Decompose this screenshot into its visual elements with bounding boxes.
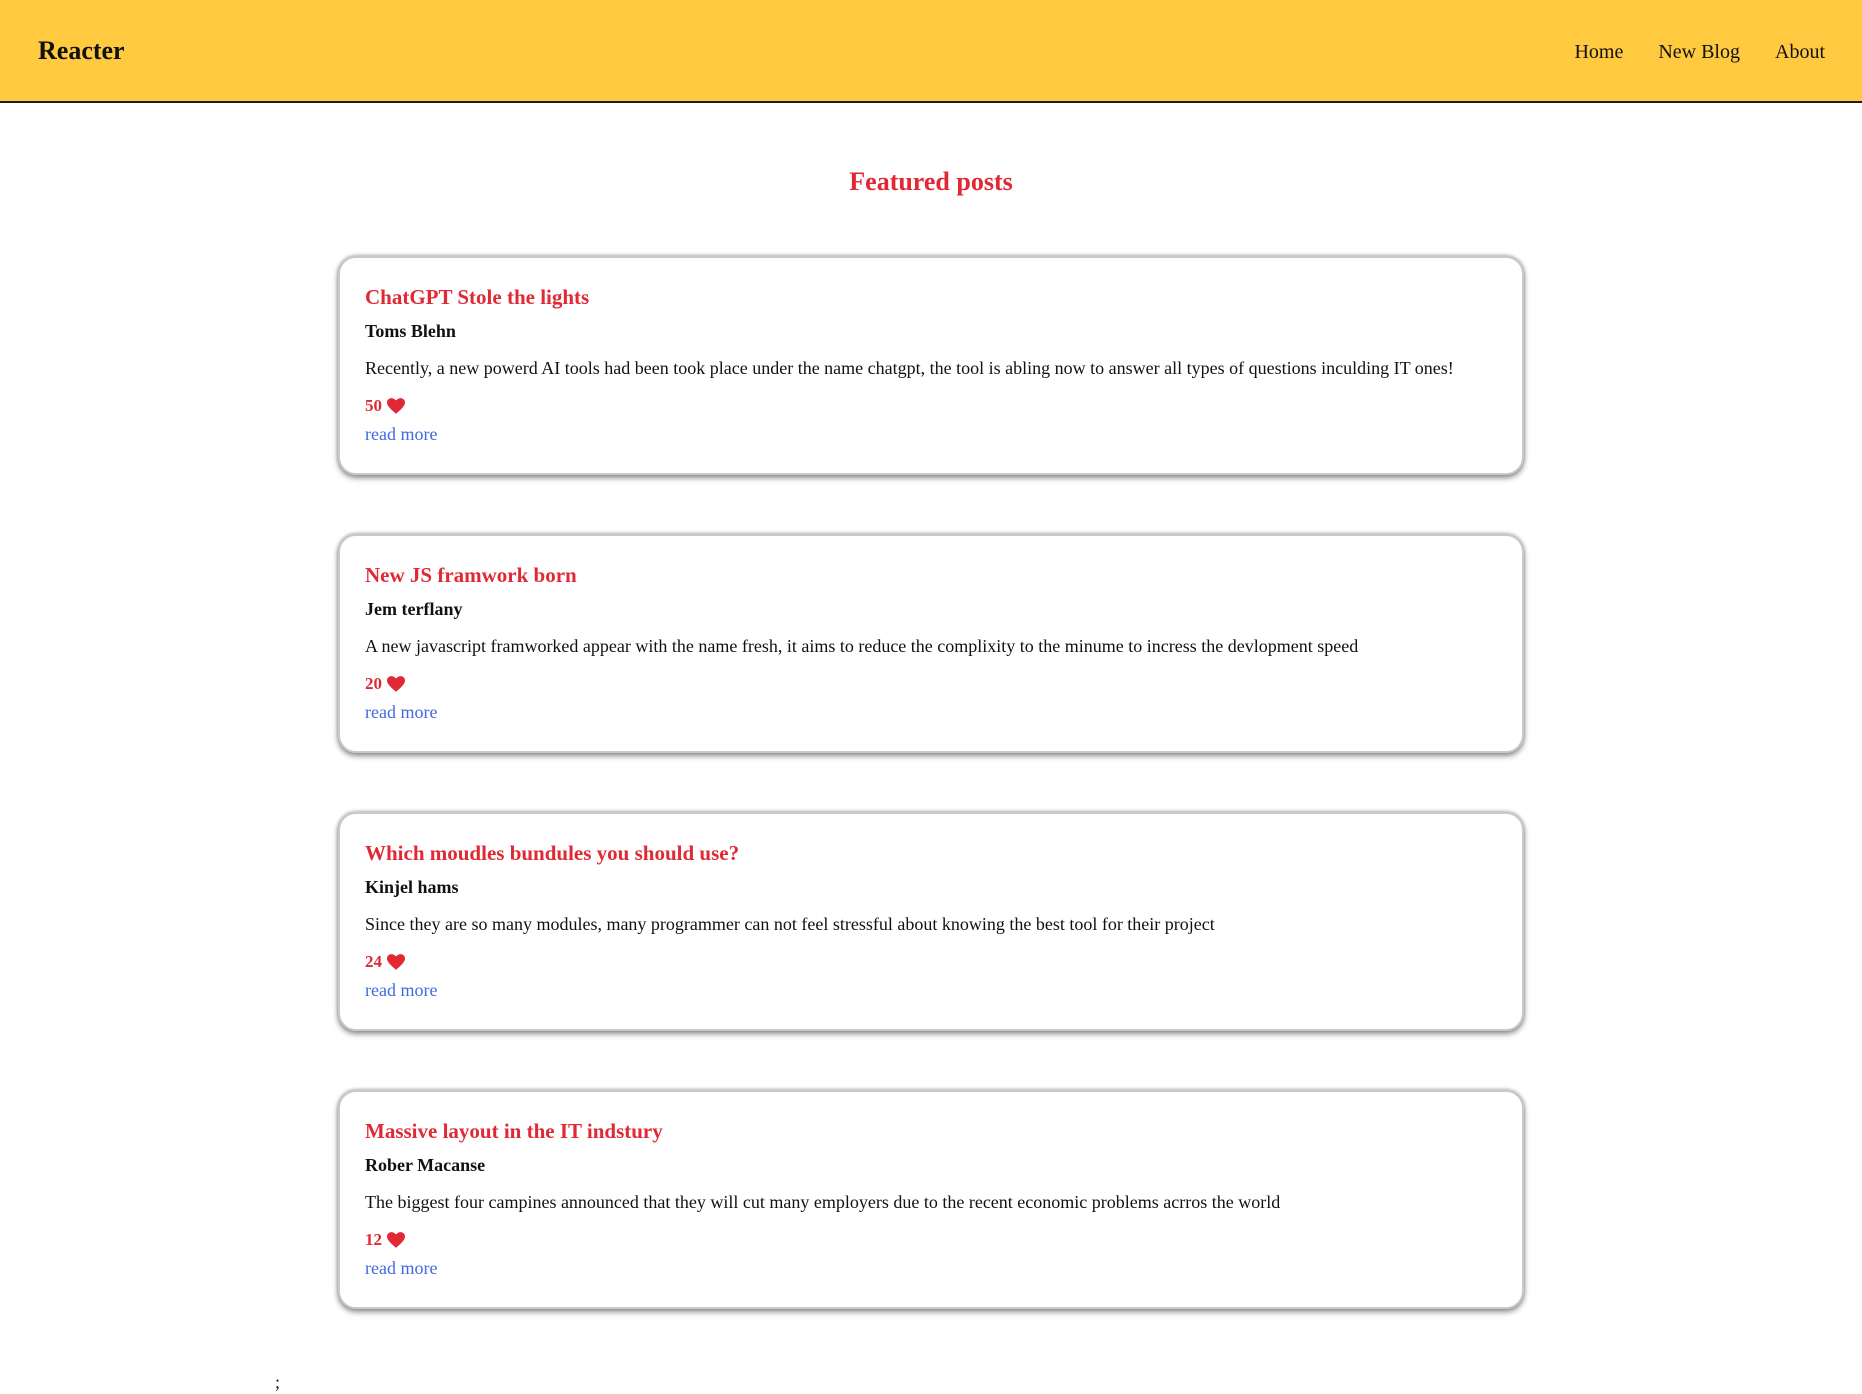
read-more-link[interactable]: read more (365, 1258, 438, 1278)
heart-icon (387, 954, 405, 970)
post-author: Rober Macanse (365, 1155, 486, 1175)
page-title: Featured posts (849, 167, 1013, 196)
like-count: 24 (365, 952, 382, 971)
read-more-link[interactable]: read more (365, 980, 438, 1000)
post-title: Which moudles bundules you should use? (365, 841, 740, 865)
post-card (338, 1090, 1524, 1309)
stray-semicolon: ; (275, 1372, 281, 1392)
heart-icon (387, 676, 405, 692)
post-title: New JS framwork born (365, 563, 577, 587)
post-card (338, 256, 1524, 475)
heart-icon (387, 1232, 405, 1248)
post-likes (365, 1230, 1498, 1250)
post-likes (365, 952, 1498, 972)
like-count: 20 (365, 674, 382, 693)
post-excerpt: A new javascript framworked appear with the name fresh, it aims to reduce the complixity to the minume to incress the devlopment speed (365, 636, 1359, 656)
posts-list (338, 256, 1524, 1368)
post-card (338, 534, 1524, 753)
post-author: Toms Blehn (365, 321, 456, 341)
post-likes (365, 396, 1498, 416)
post-excerpt: The biggest four campines announced that they will cut many employers due to the recent economic problems acrros the world (365, 1192, 1281, 1212)
post-likes (365, 674, 1498, 694)
nav-link-new-blog[interactable]: New Blog (1658, 41, 1740, 63)
post-excerpt: Since they are so many modules, many programmer can not feel stressful about knowing the best tool for their project (365, 914, 1215, 934)
read-more-link[interactable]: read more (365, 702, 438, 722)
post-excerpt: Recently, a new powerd AI tools had been took place under the name chatgpt, the tool is abling now to answer all types of questions inculding IT ones! (365, 358, 1454, 378)
read-more-link[interactable]: read more (365, 424, 438, 444)
heart-icon (387, 398, 405, 414)
navbar (0, 0, 1862, 103)
post-card (338, 812, 1524, 1031)
like-count: 50 (365, 396, 382, 415)
post-title: ChatGPT Stole the lights (365, 285, 590, 309)
brand-logo[interactable]: Reacter (38, 36, 125, 65)
nav-links (1574, 38, 1825, 66)
like-count: 12 (365, 1230, 382, 1249)
post-title: Massive layout in the IT indstury (365, 1119, 663, 1143)
post-author: Kinjel hams (365, 877, 459, 897)
post-author: Jem terflany (365, 599, 463, 619)
nav-link-home[interactable]: Home (1574, 41, 1624, 63)
nav-link-about[interactable]: About (1775, 41, 1825, 63)
